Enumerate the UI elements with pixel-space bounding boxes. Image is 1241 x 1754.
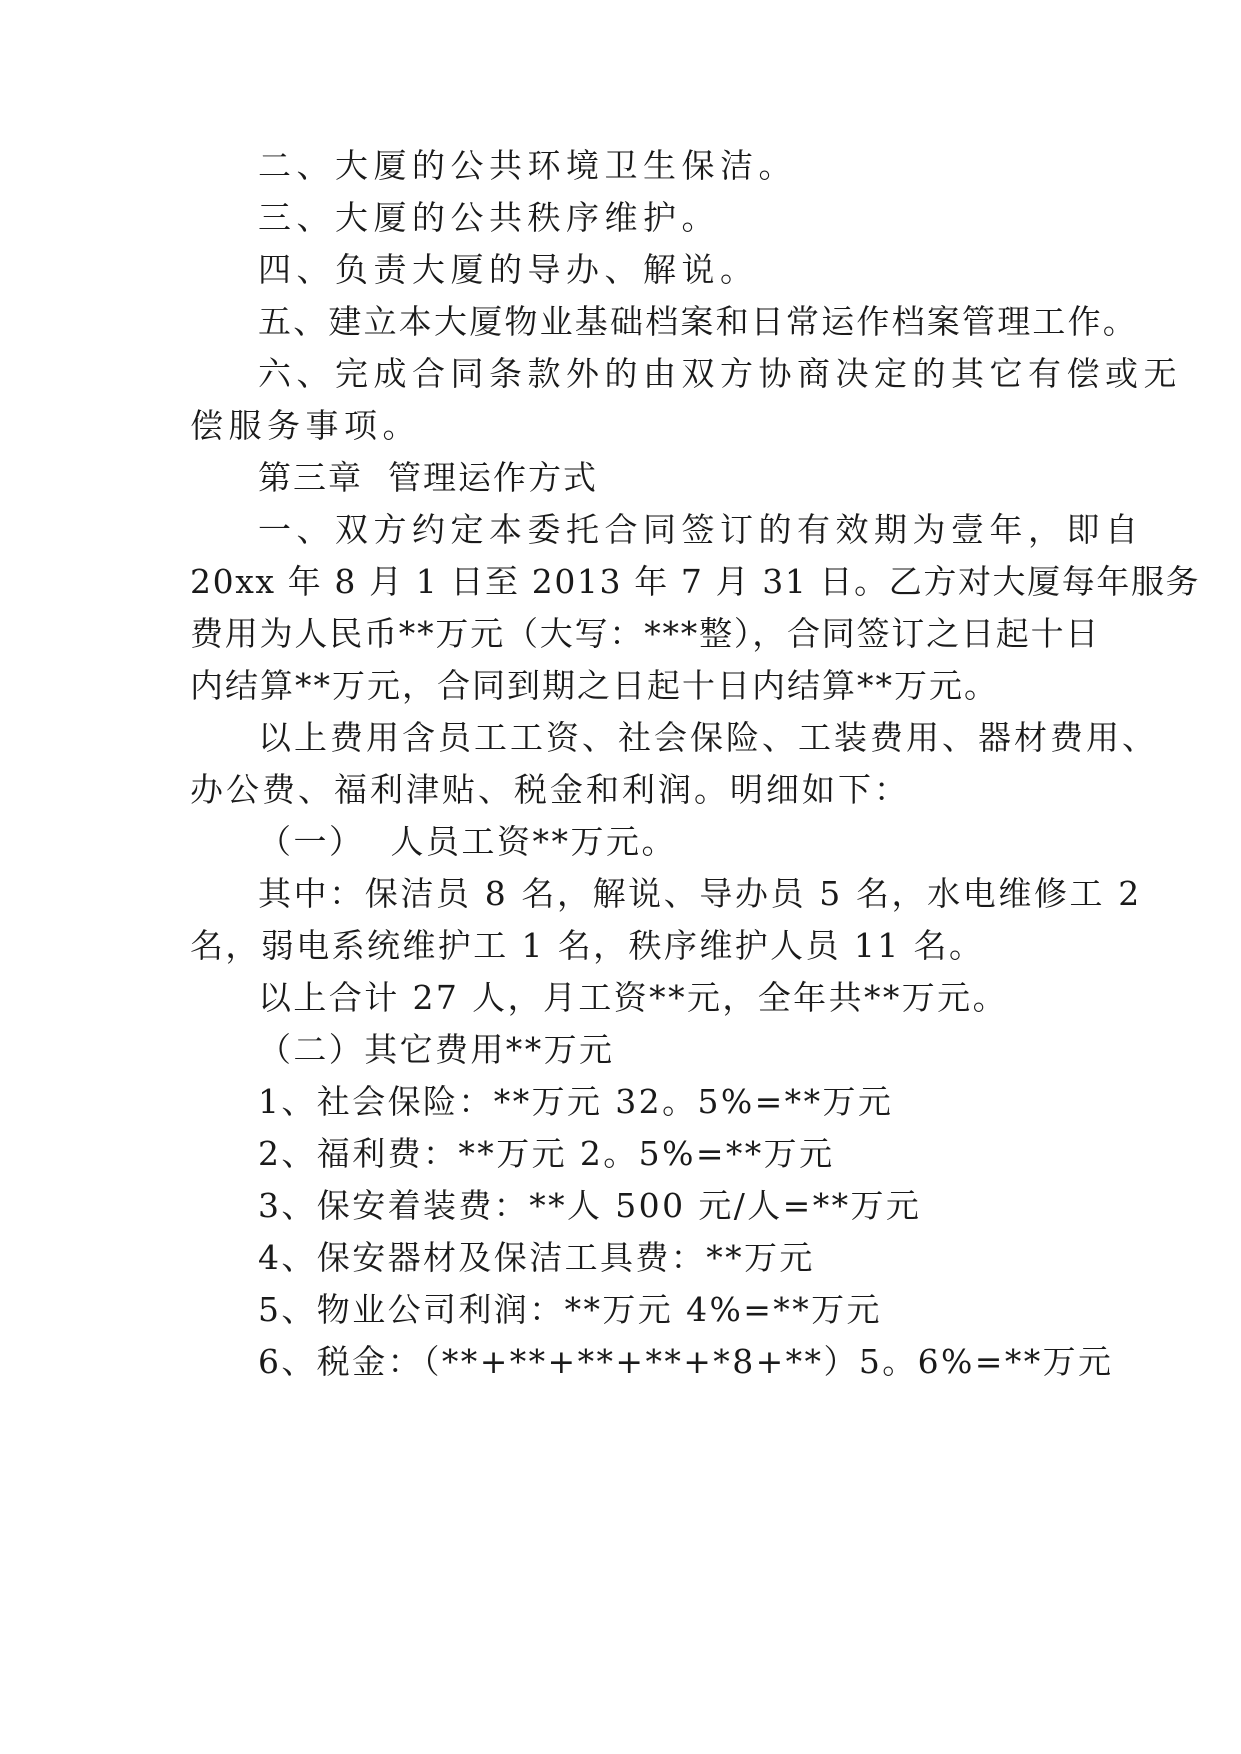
expense-item-3: 3、保安着装费：**人 500 元/人=**万元 bbox=[258, 1186, 922, 1225]
section-two-heading: （二）其它费用**万元 bbox=[258, 1030, 615, 1069]
clause-6-line-2: 偿服务事项。 bbox=[190, 406, 421, 445]
clause-6-line-1: 六、完成合同条款外的由双方协商决定的其它有偿或无 bbox=[258, 354, 1182, 393]
chapter-heading: 第三章 管理运作方式 bbox=[258, 458, 598, 497]
term-line-2: 20xx 年 8 月 1 日至 2013 年 7 月 31 日。乙方对大厦每年服务 bbox=[190, 562, 1201, 601]
clause-2: 二、大厦的公共环境卫生保洁。 bbox=[258, 146, 797, 185]
term-line-3: 费用为人民币**万元（大写：***整），合同签订之日起十日 bbox=[190, 614, 1101, 653]
staff-line-2: 名，弱电系统维护工 1 名，秩序维护人员 11 名。 bbox=[190, 926, 985, 965]
cost-scope-line-1: 以上费用含员工工资、社会保险、工装费用、器材费用、 bbox=[258, 718, 1158, 757]
expense-item-4: 4、保安器材及保洁工具费：**万元 bbox=[258, 1238, 815, 1277]
expense-item-5: 5、物业公司利润：**万元 4%=**万元 bbox=[258, 1290, 882, 1329]
expense-item-1: 1、社会保险：**万元 32。5%=**万元 bbox=[258, 1082, 894, 1121]
clause-5: 五、建立本大厦物业基础档案和日常运作档案管理工作。 bbox=[258, 302, 1138, 341]
clause-3: 三、大厦的公共秩序维护。 bbox=[258, 198, 720, 237]
term-line-4: 内结算**万元，合同到期之日起十日内结算**万元。 bbox=[190, 666, 999, 705]
section-one-heading: （一） 人员工资**万元。 bbox=[258, 822, 677, 861]
term-line-1: 一、双方约定本委托合同签订的有效期为壹年，即自 bbox=[258, 510, 1144, 549]
expense-item-6: 6、税金：（**+**+**+**+*8+**）5。6%=**万元 bbox=[258, 1342, 1114, 1381]
cost-scope-line-2: 办公费、福利津贴、税金和利润。明细如下： bbox=[190, 770, 910, 809]
staff-total: 以上合计 27 人，月工资**元，全年共**万元。 bbox=[258, 978, 1008, 1017]
clause-4: 四、负责大厦的导办、解说。 bbox=[258, 250, 759, 289]
expense-item-2: 2、福利费：**万元 2。5%=**万元 bbox=[258, 1134, 835, 1173]
staff-line-1: 其中：保洁员 8 名，解说、导办员 5 名，水电维修工 2 bbox=[258, 874, 1142, 913]
